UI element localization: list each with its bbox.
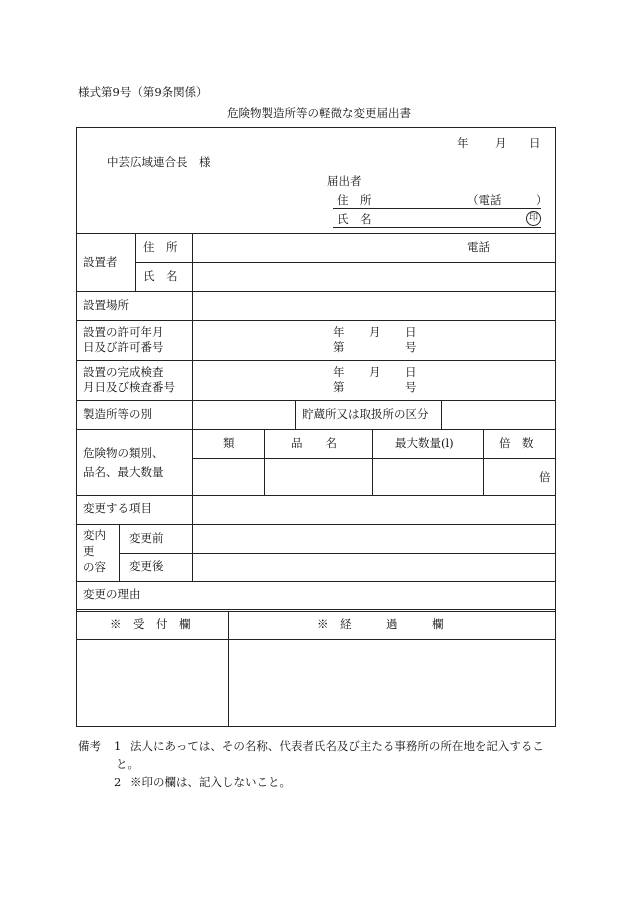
permit-label-line1: 設置の許可年月 — [83, 325, 164, 339]
form-table — [76, 127, 556, 727]
after-change-label: 変更後 — [129, 559, 164, 573]
notifier-label: 届出者 — [327, 174, 362, 188]
install-location-label: 設置場所 — [83, 298, 129, 312]
note-1-text: 法人にあっては、その名称、代表者氏名及び主たる事務所の所在地を記入するこ — [130, 739, 544, 753]
multiple-unit: 倍 — [539, 470, 551, 484]
line-after-reason-2 — [77, 611, 555, 612]
storage-class-label: 貯蔵所又は取扱所の区分 — [302, 407, 429, 421]
note-1-number: 1 — [114, 739, 122, 753]
address-underline — [333, 208, 541, 209]
col-item-header: 品 名 — [291, 436, 337, 450]
line-installer-mid — [135, 262, 555, 263]
name-underline — [333, 227, 541, 228]
installer-name-label: 氏 名 — [143, 269, 178, 283]
line-office-header — [77, 639, 555, 640]
vline-office — [228, 611, 229, 727]
hazard-label-line1: 危険物の類別、 — [83, 446, 164, 460]
before-change-label: 変更前 — [129, 531, 164, 545]
permit-month: 月 — [369, 325, 381, 339]
inspection-year: 年 — [333, 365, 345, 379]
installer-address-label: 住 所 — [143, 240, 178, 254]
change-reason-label: 変更の理由 — [83, 587, 141, 601]
change-content-label-2: 更 — [83, 544, 95, 558]
progress-header: ※ 経 過 欄 — [317, 617, 444, 631]
line-change-mid — [119, 553, 555, 554]
facility-type-label: 製造所等の別 — [83, 407, 152, 421]
col-multiple-header: 倍 数 — [499, 436, 534, 450]
line-after-inspection — [77, 400, 555, 401]
phone-label: （電話 ） — [467, 193, 548, 207]
form-number: 様式第9号（第9条関係） — [78, 85, 208, 99]
note-2-number: 2 — [114, 775, 122, 789]
permit-label-line2: 日及び許可番号 — [83, 340, 164, 354]
change-content-label-3: の容 — [83, 560, 106, 574]
addressee: 中芸広域連合長 様 — [107, 155, 211, 169]
notes-label: 備考 — [78, 739, 101, 753]
name-label[interactable]: 氏 名 — [337, 212, 372, 226]
line-hazard-header — [192, 458, 555, 459]
permit-number-prefix: 第 — [333, 340, 345, 354]
vline-hazard-2 — [372, 429, 373, 495]
date-day: 日 — [529, 136, 541, 150]
reception-header: ※ 受 付 欄 — [110, 617, 191, 631]
date-month: 月 — [495, 136, 507, 150]
vline-installer — [135, 233, 136, 291]
line-after-location — [77, 320, 555, 321]
change-content-label-1: 変内 — [83, 528, 106, 542]
line-after-change — [77, 581, 555, 582]
vline-facility-1 — [295, 400, 296, 429]
inspection-label-line2: 月日及び検査番号 — [83, 380, 175, 394]
line-after-items — [77, 524, 555, 525]
inspection-number-prefix: 第 — [333, 380, 345, 394]
installer-phone-label: 電話 — [467, 240, 490, 254]
col-max-qty-header: 最大数量(l) — [395, 436, 454, 450]
inspection-month: 月 — [369, 365, 381, 379]
line-top — [77, 233, 555, 234]
vline-label-col — [192, 233, 193, 581]
permit-number-suffix: 号 — [405, 340, 417, 354]
hazard-label-line2: 品名、最大数量 — [83, 465, 164, 479]
note-1-continued: と。 — [116, 757, 139, 771]
vline-hazard-3 — [483, 429, 484, 495]
installer-label: 設置者 — [83, 255, 118, 269]
line-after-permit — [77, 360, 555, 361]
vline-facility-2 — [441, 400, 442, 429]
inspection-day: 日 — [405, 365, 417, 379]
inspection-number-suffix: 号 — [405, 380, 417, 394]
line-after-reason-1 — [77, 609, 555, 610]
note-2-text: ※印の欄は、記入しないこと。 — [130, 775, 291, 789]
date-year: 年 — [457, 136, 469, 150]
col-class-header: 類 — [223, 436, 235, 450]
change-items-label: 変更する項目 — [83, 501, 152, 515]
vline-change — [119, 524, 120, 581]
seal-icon: 印 — [526, 211, 541, 226]
vline-hazard-1 — [264, 429, 265, 495]
inspection-label-line1: 設置の完成検査 — [83, 365, 164, 379]
permit-year: 年 — [333, 325, 345, 339]
line-after-installer — [77, 291, 555, 292]
permit-day: 日 — [405, 325, 417, 339]
line-after-hazard — [77, 495, 555, 496]
address-label[interactable]: 住 所 — [337, 193, 372, 207]
form-title: 危険物製造所等の軽微な変更届出書 — [227, 106, 411, 120]
